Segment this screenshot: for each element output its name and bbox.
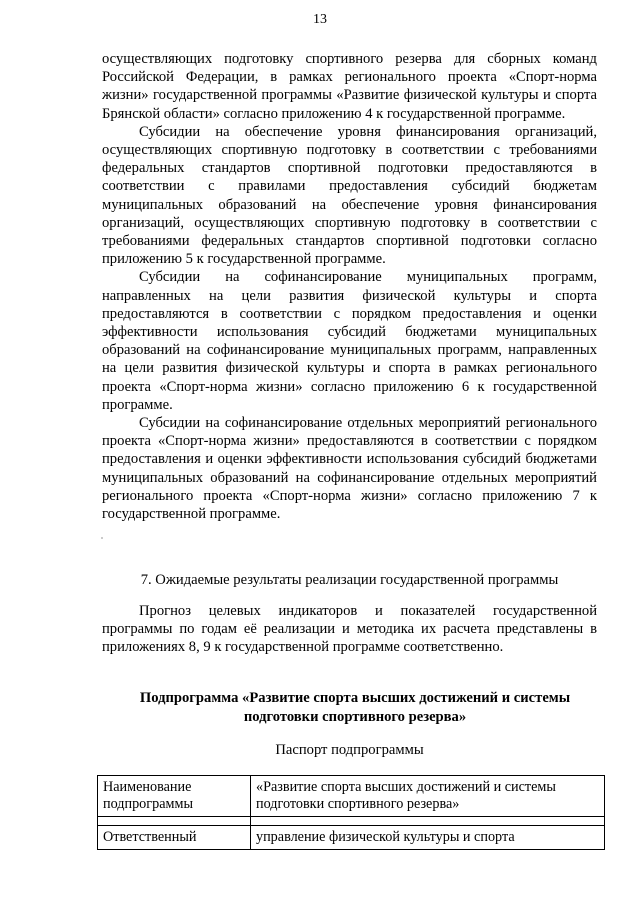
table-row <box>98 826 605 850</box>
paragraph-subsidies-separate-events: Субсидии на софинансирование отдельных мероприятий регионального проекта «Спорт-норма жизни» предоставляются в соответствии с порядком предоставления и оценки эффективности использования субсидий бюджетами муниципальных образований на софинансирование отдельных мероприятий регионального проекта «Спорт-норма жизни» согласно приложению 7 к государственной программе. <box>102 415 597 523</box>
subprogram-title-line-2: подготовки спортивного резерва» <box>243 709 467 725</box>
table-cell-spacer <box>98 817 251 826</box>
passport-table <box>97 775 605 850</box>
table-cell-value: управление физической культуры и спорта <box>251 826 605 850</box>
subprogram-title <box>120 689 590 727</box>
table-cell-label: Ответственный <box>98 826 251 850</box>
body-text <box>102 50 597 523</box>
table-cell-spacer <box>251 817 605 826</box>
passport-title: Паспорт подпрограммы <box>275 742 424 758</box>
table-cell-value: «Развитие спорта высших достижений и системы подготовки спортивного резерва» <box>251 776 605 817</box>
table-row-spacer <box>98 817 605 826</box>
paragraph-continuation: осуществляющих подготовку спортивного резерва для сборных команд Российской Федерации, в рамках регионального проекта «Спорт-норма жизни» государственной программы «Развитие физической культуры и спорта Брянской области» согласно приложению 4 к государственной программе. <box>102 51 597 122</box>
scan-speck <box>101 537 103 539</box>
paragraph-subsidies-municipal-programs: Субсидии на софинансирование муниципальных программ, направленных на цели развития физической культуры и спорта предоставляются в соответствии с порядком предоставления и оценки эффективности использования субсидий бюджетами муниципальных образований на софинансирование муниципальных программ, направленных на цели развития физической культуры и спорта в рамках регионального проекта «Спорт-норма жизни» согласно приложению 6 к государственной программе. <box>102 269 597 413</box>
table-row <box>98 776 605 817</box>
section-heading: 7. Ожидаемые результаты реализации государственной программы <box>140 572 559 588</box>
paragraph-subsidies-financing-level: Субсидии на обеспечение уровня финансирования организаций, осуществляющих спортивную подготовку в соответствии с требованиями федеральных стандартов спортивной подготовки предоставляются в соответствии с правилами предоставления субсидий бюджетам муниципальных образований на обеспечение уровня финансирования организаций, осуществляющих спортивную подготовку в соответствии с требованиями федеральных стандартов спортивной подготовки согласно приложению 5 к государственной программе. <box>102 123 597 268</box>
results-paragraph: Прогноз целевых индикаторов и показателей государственной программы по годам её реализации и методика их расчета представлены в приложениях 8, 9 к государственной программе соответственно. <box>102 603 597 656</box>
page-number: 13 <box>313 12 327 27</box>
subprogram-title-line-1: Подпрограмма «Развитие спорта высших достижений и системы <box>139 690 571 706</box>
table-cell-label: Наименование подпрограммы <box>98 776 251 817</box>
